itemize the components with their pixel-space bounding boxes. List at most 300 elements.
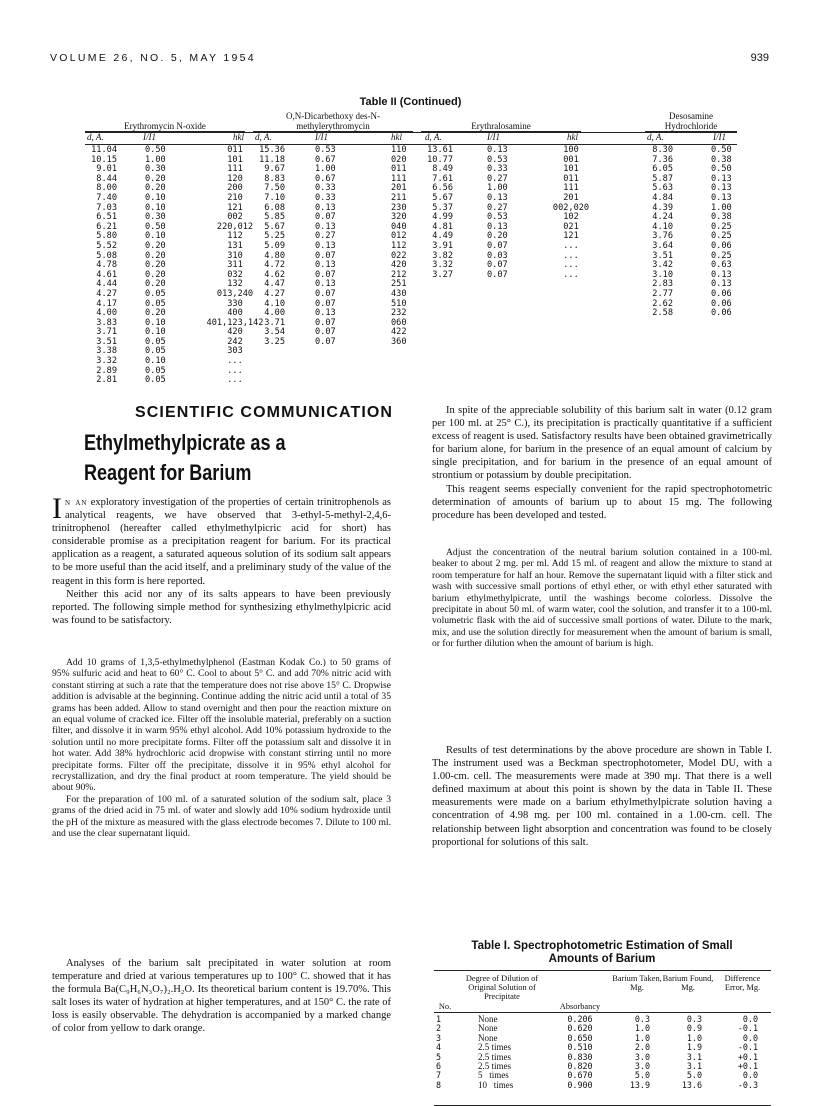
table-cell: 0.50 bbox=[711, 145, 732, 155]
paragraph-4: For the preparation of 100 ml. of a saturated solution of the sodium salt, place 3 grams of the dried acid in 75 ml. of water and slowly add 10% sodium hydroxide until the pH of the mixture as measured with the glass electrode becomes 7. Dilute to 100 ml. and use the clear supernatant liquid. bbox=[52, 793, 391, 840]
table-cell: 0.38 bbox=[711, 212, 732, 223]
table-cell: 0.05 bbox=[145, 336, 166, 347]
table-cell: 100 bbox=[563, 145, 579, 155]
table-cell: 0.03 bbox=[487, 250, 508, 261]
table-cell: 4.24 bbox=[652, 212, 673, 223]
table2 bbox=[85, 108, 737, 386]
table-cell: 6.21 bbox=[96, 221, 117, 232]
table-cell: 5.37 bbox=[432, 202, 453, 213]
t1-error-column bbox=[714, 1014, 758, 1089]
table-cell: 0.13 bbox=[315, 240, 336, 251]
table-cell: 2.62 bbox=[652, 298, 673, 309]
table-cell: 6.56 bbox=[432, 183, 453, 194]
col-header-i: I/I1 bbox=[713, 132, 726, 142]
table-cell: 5.52 bbox=[96, 240, 117, 251]
table-cell: 112 bbox=[227, 231, 243, 242]
table-cell: 040 bbox=[391, 221, 407, 232]
t1-taken-column bbox=[612, 1014, 650, 1089]
table-cell: ... bbox=[563, 250, 579, 261]
table-cell: 7.36 bbox=[652, 154, 673, 165]
table-cell: 0.50 bbox=[145, 221, 166, 232]
table-cell: 8.44 bbox=[96, 173, 117, 184]
table-cell: 101 bbox=[563, 164, 579, 175]
g3-hkl-column bbox=[539, 146, 603, 280]
table-cell: 0.33 bbox=[487, 164, 508, 175]
table-cell: 111 bbox=[391, 173, 407, 184]
table-cell: 0.13 bbox=[487, 221, 508, 232]
analysis-text bbox=[52, 957, 391, 1036]
table-cell: 0.25 bbox=[711, 250, 732, 261]
table-cell: 8.30 bbox=[652, 145, 673, 155]
table-cell: 0.07 bbox=[487, 269, 508, 280]
table-cell: None bbox=[478, 1032, 498, 1043]
g4-d-column bbox=[645, 146, 673, 319]
table-cell: 0.06 bbox=[711, 288, 732, 299]
col-header-d: d, A. bbox=[87, 132, 104, 142]
table-cell: 0.13 bbox=[315, 279, 336, 290]
table-cell: 0.650 bbox=[567, 1032, 593, 1043]
table-cell: 5.0 bbox=[686, 1070, 702, 1081]
table-cell: 3.54 bbox=[264, 327, 285, 338]
table-cell: 4.49 bbox=[432, 231, 453, 242]
table-cell: 0.20 bbox=[145, 308, 166, 319]
table-cell: 0.27 bbox=[487, 173, 508, 184]
table-cell: 2.5 times bbox=[478, 1042, 511, 1053]
table-cell: 0.13 bbox=[315, 260, 336, 271]
table-cell: 4.62 bbox=[264, 269, 285, 280]
table-cell: 0.27 bbox=[315, 231, 336, 242]
table-cell: 5 times bbox=[478, 1070, 509, 1081]
table-cell: 0.20 bbox=[487, 231, 508, 242]
table-cell: 0.13 bbox=[711, 279, 732, 290]
table-cell: 1.0 bbox=[634, 1032, 650, 1043]
table1-body bbox=[434, 1013, 771, 1105]
table-cell: 0.20 bbox=[145, 240, 166, 251]
g2-d-column bbox=[253, 146, 285, 347]
table-cell: 9.67 bbox=[264, 164, 285, 175]
table-cell: 0.63 bbox=[711, 260, 732, 271]
table-cell: 131 bbox=[227, 240, 243, 251]
table-cell: 0.0 bbox=[742, 1032, 758, 1043]
table-cell: 3.71 bbox=[96, 327, 117, 338]
table-cell: 3.0 bbox=[634, 1051, 650, 1062]
table1 bbox=[434, 970, 771, 1106]
drop-cap: I bbox=[52, 492, 62, 525]
table-cell: 232 bbox=[391, 308, 407, 319]
table-cell: 021 bbox=[563, 221, 579, 232]
g2-i-column bbox=[315, 146, 336, 347]
table-cell: 0.510 bbox=[567, 1042, 593, 1053]
t1-dilution-column bbox=[478, 1014, 513, 1089]
table-cell: +0.1 bbox=[737, 1051, 758, 1062]
table-cell: 0.07 bbox=[315, 288, 336, 299]
table-cell: 0.53 bbox=[487, 212, 508, 223]
table-cell: 11.04 bbox=[91, 145, 117, 155]
group-header-erythromycin-n-oxide: Erythromycin N-oxide bbox=[85, 121, 245, 132]
g1-d-column bbox=[85, 146, 117, 386]
col-header-hkl: hkl bbox=[567, 132, 578, 142]
table-cell: 3.38 bbox=[96, 346, 117, 357]
table-cell: 220,012 bbox=[216, 221, 254, 232]
table-cell: 7.40 bbox=[96, 192, 117, 203]
section-heading: SCIENTIFIC COMMUNICATION bbox=[135, 404, 394, 421]
paragraph-6: In spite of the appreciable solubility of this barium salt in water (0.12 gram per 100 ml. at 25° C.), its precipitation is practically quantitative if a sufficient excess of reagent is used. Satisfactory results have been obtained gravimetrically for barium alone, for barium in the presence of an equal amount of calcium by single precipitation, and for barium in the presence of an equal amount of strontium or potassium by double precipitation. bbox=[432, 405, 772, 482]
table-cell: 211 bbox=[391, 192, 407, 203]
table-cell: None bbox=[478, 1023, 498, 1034]
table-cell: 5.0 bbox=[634, 1070, 650, 1081]
table-cell: 10 times bbox=[478, 1079, 514, 1090]
table-cell: 4.00 bbox=[96, 308, 117, 319]
table-cell: 3.32 bbox=[432, 260, 453, 271]
group-header-desosamine: Desosamine Hydrochloride bbox=[645, 111, 737, 132]
table-cell: 6.08 bbox=[264, 202, 285, 213]
table-cell: 3.32 bbox=[96, 356, 117, 367]
table-cell: 5.80 bbox=[96, 231, 117, 242]
col-header-i: I/I1 bbox=[487, 132, 500, 142]
table-cell: 422 bbox=[391, 327, 407, 338]
table-cell: ... bbox=[227, 356, 243, 367]
table-cell: -0.1 bbox=[737, 1023, 758, 1034]
table-cell: 1.00 bbox=[487, 183, 508, 194]
table-cell: 2.81 bbox=[96, 375, 117, 386]
table-cell: 303 bbox=[227, 346, 243, 357]
group-header-dicarbethoxy: O,N-Dicarbethoxy des-N-methylerythromycin bbox=[253, 111, 413, 132]
col-header-i: I/I1 bbox=[143, 132, 156, 142]
table-cell: 011 bbox=[563, 173, 579, 184]
table-cell: 10.15 bbox=[91, 154, 117, 165]
t1-header-found: Barium Found, Mg. bbox=[662, 974, 714, 992]
table-cell: 201 bbox=[563, 192, 579, 203]
table-cell: 0.07 bbox=[487, 240, 508, 251]
g4-i-column bbox=[711, 146, 732, 319]
table-cell: 401,123,142 bbox=[206, 317, 264, 328]
table-cell: 4.84 bbox=[652, 192, 673, 203]
table-cell: 3.1 bbox=[686, 1051, 702, 1062]
table-cell: ... bbox=[227, 375, 243, 386]
table-cell: 020 bbox=[391, 154, 407, 165]
table-cell: -0.1 bbox=[737, 1042, 758, 1053]
table-cell: 3.27 bbox=[432, 269, 453, 280]
table-cell: 132 bbox=[227, 279, 243, 290]
t1-header-taken: Barium Taken, Mg. bbox=[612, 974, 662, 992]
table-cell: 420 bbox=[227, 327, 243, 338]
table-cell: 200 bbox=[227, 183, 243, 194]
determination-procedure bbox=[432, 547, 772, 650]
table-cell: 0.13 bbox=[315, 308, 336, 319]
table-cell: 102 bbox=[563, 212, 579, 223]
table-cell: 210 bbox=[227, 192, 243, 203]
table-cell: 111 bbox=[227, 164, 243, 175]
table-cell: 0.38 bbox=[711, 154, 732, 165]
table-cell: 0.670 bbox=[567, 1070, 593, 1081]
table-cell: 4.00 bbox=[264, 308, 285, 319]
table-cell: 0.10 bbox=[145, 317, 166, 328]
table-cell: 4.47 bbox=[264, 279, 285, 290]
table-cell: 002,020 bbox=[552, 202, 590, 213]
table-cell: 011 bbox=[391, 164, 407, 175]
paragraph-9: Results of test determinations by the above procedure are shown in Table I. The instrument used was a Beckman spectrophotometer, Model DU, with a 1.00-cm. cell. The measurements were made at 390 mμ. That there is a well defined maximum at about this point is shown by the data in Table II. These measurements were made on a barium ethylmethylpicrate solution having a concentration of 4.98 mg. per 100 ml. contained in a 1.00-cm. cell. The relationship between light absorption and concentration was found to be closely proportional for solutions of this salt. bbox=[432, 745, 772, 848]
table-cell: 310 bbox=[227, 250, 243, 261]
right-column-text bbox=[432, 404, 772, 522]
table-cell: 0.13 bbox=[315, 221, 336, 232]
paragraph-2: Neither this acid nor any of its salts appears to have been previously reported. The following simple method for synthesizing ethylmethylpicric acid was found to be satisfactory. bbox=[52, 588, 391, 626]
table-cell: 7.61 bbox=[432, 173, 453, 184]
table-cell: 420 bbox=[391, 260, 407, 271]
table-cell: 0.25 bbox=[711, 231, 732, 242]
page-number: 939 bbox=[750, 52, 769, 64]
table-cell: 0.33 bbox=[315, 183, 336, 194]
table-cell: ... bbox=[563, 260, 579, 271]
table-cell: 060 bbox=[391, 317, 407, 328]
table-cell: 1.9 bbox=[686, 1042, 702, 1053]
table-cell: 002 bbox=[227, 212, 243, 223]
table-cell: 400 bbox=[227, 308, 243, 319]
table-cell: 0.10 bbox=[145, 327, 166, 338]
table-cell: 3.51 bbox=[96, 336, 117, 347]
t1-header-absorbancy: Absorbancy bbox=[559, 1002, 601, 1011]
table-cell: 6.05 bbox=[652, 164, 673, 175]
table-cell: 212 bbox=[391, 269, 407, 280]
g3-d-column bbox=[421, 146, 453, 280]
table-cell: 2.83 bbox=[652, 279, 673, 290]
table-cell: 8.00 bbox=[96, 183, 117, 194]
table-cell: 5.08 bbox=[96, 250, 117, 261]
t1-absorbancy-column bbox=[548, 1014, 612, 1089]
table-cell: 0.07 bbox=[315, 317, 336, 328]
table-cell: 13.6 bbox=[681, 1079, 702, 1090]
table-cell: 4.10 bbox=[264, 298, 285, 309]
synthesis-procedure bbox=[52, 657, 391, 840]
table-cell: 0.30 bbox=[145, 164, 166, 175]
table-cell: 4.78 bbox=[96, 260, 117, 271]
results-text bbox=[432, 744, 772, 849]
table-cell: 0.3 bbox=[634, 1014, 650, 1024]
table-cell: 4.39 bbox=[652, 202, 673, 213]
table-cell: 5.67 bbox=[432, 192, 453, 203]
table-cell: 3.82 bbox=[432, 250, 453, 261]
table-cell: 4.10 bbox=[652, 221, 673, 232]
table-cell: 0.67 bbox=[315, 173, 336, 184]
table-cell: 013,240 bbox=[216, 288, 254, 299]
table-cell: 1 bbox=[436, 1014, 442, 1024]
table-cell: 5.87 bbox=[652, 173, 673, 184]
table-cell: +0.1 bbox=[737, 1060, 758, 1071]
table-cell: 3.25 bbox=[264, 336, 285, 347]
table-cell: 13.9 bbox=[629, 1079, 650, 1090]
col-header-hkl: hkl bbox=[233, 132, 244, 142]
title-line-2: Reagent for Barium bbox=[84, 460, 252, 485]
table-cell: 0.05 bbox=[145, 346, 166, 357]
table-cell: 121 bbox=[563, 231, 579, 242]
table-cell: 3.10 bbox=[652, 269, 673, 280]
table-cell: 1.0 bbox=[634, 1023, 650, 1034]
table-cell: -0.3 bbox=[737, 1079, 758, 1090]
table-cell: 0.07 bbox=[315, 327, 336, 338]
table-cell: 230 bbox=[391, 202, 407, 213]
table-cell: 4.61 bbox=[96, 269, 117, 280]
table-cell: 5.85 bbox=[264, 212, 285, 223]
table-cell: 120 bbox=[227, 173, 243, 184]
table-cell: 5.63 bbox=[652, 183, 673, 194]
table-cell: 0.10 bbox=[145, 231, 166, 242]
g3-i-column bbox=[487, 146, 508, 280]
table-cell: 0.53 bbox=[315, 145, 336, 155]
table-cell: 8.49 bbox=[432, 164, 453, 175]
table-cell: 2 bbox=[436, 1023, 442, 1034]
table-cell: 0.13 bbox=[487, 145, 508, 155]
table-cell: 4.99 bbox=[432, 212, 453, 223]
table-cell: 0.33 bbox=[315, 192, 336, 203]
running-header bbox=[50, 52, 769, 68]
title-line-1: Ethylmethylpicrate as a bbox=[84, 430, 286, 455]
table-cell: 7 bbox=[436, 1070, 442, 1081]
table-cell: 2.89 bbox=[96, 365, 117, 376]
table1-title-line-2: Amounts of Barium bbox=[548, 953, 656, 965]
t1-header-error: Difference Error, Mg. bbox=[724, 974, 761, 992]
t1-no-column bbox=[436, 1014, 441, 1089]
table-cell: 360 bbox=[391, 336, 407, 347]
table-cell: ... bbox=[227, 365, 243, 376]
table-cell: 4.81 bbox=[432, 221, 453, 232]
table-cell: 430 bbox=[391, 288, 407, 299]
table-cell: 0.13 bbox=[711, 183, 732, 194]
col-header-i: I/I1 bbox=[315, 132, 328, 142]
t1-header-dilution: Degree of Dilution of Original Solution of Precipitate bbox=[465, 974, 539, 1001]
table-cell: 0.20 bbox=[145, 269, 166, 280]
table-cell: 1.0 bbox=[686, 1032, 702, 1043]
table-cell: ... bbox=[563, 269, 579, 280]
table-cell: 6.51 bbox=[96, 212, 117, 223]
table-cell: 0.30 bbox=[145, 212, 166, 223]
table-cell: 0.13 bbox=[487, 192, 508, 203]
table-cell: 3.1 bbox=[686, 1060, 702, 1071]
table-cell: 510 bbox=[391, 298, 407, 309]
table-cell: 001 bbox=[563, 154, 579, 165]
table-cell: 2.77 bbox=[652, 288, 673, 299]
table-cell: 5.67 bbox=[264, 221, 285, 232]
table1-header-row bbox=[434, 970, 771, 1013]
table-cell: 0.05 bbox=[145, 375, 166, 386]
table-cell: 6 bbox=[436, 1060, 442, 1071]
table-cell: 3.42 bbox=[652, 260, 673, 271]
table-cell: 7.10 bbox=[264, 192, 285, 203]
table-cell: 0.07 bbox=[315, 298, 336, 309]
table-cell: 0.13 bbox=[315, 202, 336, 213]
table-cell: 0.07 bbox=[487, 260, 508, 271]
t1-header-no: No. bbox=[438, 1002, 452, 1011]
table-cell: 2.5 times bbox=[478, 1060, 511, 1071]
table-cell: 0.0 bbox=[742, 1014, 758, 1024]
table-cell: 0.20 bbox=[145, 173, 166, 184]
table-cell: 311 bbox=[227, 260, 243, 271]
table-cell: 0.05 bbox=[145, 365, 166, 376]
table-cell: 0.67 bbox=[315, 154, 336, 165]
table-cell: 0.20 bbox=[145, 260, 166, 271]
table-cell: 0.10 bbox=[145, 192, 166, 203]
table-cell: 012 bbox=[391, 231, 407, 242]
table-cell: 0.25 bbox=[711, 221, 732, 232]
journal-volume-line: VOLUME 26, NO. 5, MAY 1954 bbox=[50, 52, 256, 64]
table-cell: 13.61 bbox=[427, 145, 453, 155]
table-cell: 11.18 bbox=[259, 154, 285, 165]
table-cell: 0.07 bbox=[315, 269, 336, 280]
paragraph-5: Analyses of the barium salt precipitated in water solution at room temperature and dried at various temperatures up to 100° C. showed that it has the formula Ba(C₉H₆N₃O₇)₂.H₂O. Its theoretical barium content is 19.70%. This salt loses its water of hydration at higher temperatures, and at 150° C. the rate of loss is easily observable. The dehydration is accompanied by a marked change of color from yellow to dark orange. bbox=[52, 958, 391, 1035]
table-cell: 0.0 bbox=[742, 1070, 758, 1081]
table-cell: 101 bbox=[227, 154, 243, 165]
table-cell: 4.72 bbox=[264, 260, 285, 271]
paragraph-8: Adjust the concentration of the neutral barium solution contained in a 100-ml. beaker to about 2 mg. per ml. Add 15 ml. of reagent and allow the mixture to stand at room temperature for half an hour. Remove the supernatant liquid with a filter stick and wash with successive small portions of ethyl ether, or with ethyl ether saturated with barium ethylmethylpicrate, until the washings become colorless. Dissolve the precipitate in about 50 ml. of warm water, cool the solution, and transfer it to a 100-ml. volumetric flask with the aid of successive small portions of water. Dilute to the mark, mix, and use the solution directly for measurement when the amount of barium is small, or for further dilution when the amount of barium is high. bbox=[432, 547, 772, 650]
table-cell: 0.9 bbox=[686, 1023, 702, 1034]
table-cell: 0.06 bbox=[711, 298, 732, 309]
table-cell: 320 bbox=[391, 212, 407, 223]
table-cell: 2.0 bbox=[634, 1042, 650, 1053]
table-cell: 3 bbox=[436, 1032, 442, 1043]
paragraph-7: This reagent seems especially convenient for the rapid spectrophotometric determination of amounts of barium up to about 15 mg. The following procedure has been developed and tested. bbox=[432, 483, 772, 521]
table-cell: 3.64 bbox=[652, 240, 673, 251]
table-cell: 4.27 bbox=[96, 288, 117, 299]
table-cell: 110 bbox=[391, 145, 407, 155]
table2-column-headers bbox=[85, 132, 737, 145]
table-cell: 0.53 bbox=[487, 154, 508, 165]
g2-hkl-column bbox=[391, 146, 407, 347]
table2-body bbox=[85, 145, 737, 386]
table-cell: 10.77 bbox=[427, 154, 453, 165]
table-cell: 0.10 bbox=[145, 202, 166, 213]
table-cell: 0.05 bbox=[145, 298, 166, 309]
table-cell: 3.0 bbox=[634, 1060, 650, 1071]
table-cell: 0.13 bbox=[711, 269, 732, 280]
paragraph-3: Add 10 grams of 1,3,5-ethylmethylphenol (Eastman Kodak Co.) to 50 grams of 95% sulfuric acid and heat to 60° C. Cool to about 5° C. and add 70% nitric acid with constant stirring at such a rate that the temperature does not rise above 15° C. Dropwise addition is advisable at the beginning. Continue adding the nitric acid until a total of 35 grams has been added. Allow to stand overnight and then pour the reaction mixture on an equal volume of cracked ice. Filter off the insoluble material, preferably on a suction filter, and dissolve it in warm 95% ethyl alcohol. Add 10% potassium hydroxide to the solution until no more precipitate forms. Filter off the potassium salt and dissolve it in hot water. Add 38% hydrochloric acid dropwise with constant stirring until no more precipitate forms. Filter off the precipitate, dissolve it in 95% ethyl alcohol for recrystallization, and dry the final product at room temperature. The yield should be about 90%. bbox=[52, 657, 391, 794]
table-cell: 1.00 bbox=[711, 202, 732, 213]
table-cell: 0.206 bbox=[567, 1014, 593, 1024]
table-cell: 0.900 bbox=[567, 1079, 593, 1090]
table-cell: 0.07 bbox=[315, 212, 336, 223]
col-header-d: d, A. bbox=[255, 132, 272, 142]
table-cell: 0.06 bbox=[711, 240, 732, 251]
table-cell: 4.44 bbox=[96, 279, 117, 290]
table-cell: 0.27 bbox=[487, 202, 508, 213]
table-cell: 0.20 bbox=[145, 183, 166, 194]
table-cell: 15.36 bbox=[259, 145, 285, 155]
table-cell: 011 bbox=[227, 145, 243, 155]
table-cell: 2.5 times bbox=[478, 1051, 511, 1062]
table-cell: 0.13 bbox=[711, 192, 732, 203]
table-cell: 0.13 bbox=[711, 173, 732, 184]
table-cell: 112 bbox=[391, 240, 407, 251]
g1-i-column bbox=[145, 146, 166, 386]
article-title bbox=[84, 428, 346, 488]
table1-title bbox=[432, 940, 772, 966]
table-cell: 3.71 bbox=[264, 317, 285, 328]
table-cell: 242 bbox=[227, 336, 243, 347]
table-cell: 4.17 bbox=[96, 298, 117, 309]
table-cell: 330 bbox=[227, 298, 243, 309]
table1-title-line-1: Table I. Spectrophotometric Estimation of Small bbox=[471, 940, 733, 952]
table-cell: 0.50 bbox=[145, 145, 166, 155]
col-header-d: d, A. bbox=[425, 132, 442, 142]
table-cell: ... bbox=[563, 240, 579, 251]
table-cell: 0.620 bbox=[567, 1023, 593, 1034]
table-cell: 8.83 bbox=[264, 173, 285, 184]
table-cell: 5.09 bbox=[264, 240, 285, 251]
table-cell: 4.27 bbox=[264, 288, 285, 299]
table-cell: 251 bbox=[391, 279, 407, 290]
table-cell: 121 bbox=[227, 202, 243, 213]
intro-smallcaps: n an bbox=[65, 497, 88, 508]
paragraph-1: exploratory investigation of the properties of certain trinitrophenols as analytical reagents, we have observed that 3-ethyl-5-methyl-2,4,6-trinitrophenol (hereafter called ethylmethylpicric acid for short) has considerable promise as a precipitation reagent for barium. For its practical application as a reagent, a saturated aqueous solution of its sodium salt appears to be more useful than the acid itself, and a preliminary study of the value of the reagent in this form is here reported. bbox=[52, 497, 391, 587]
table2-title: Table II (Continued) bbox=[359, 96, 462, 108]
col-header-d: d, A. bbox=[647, 132, 664, 142]
